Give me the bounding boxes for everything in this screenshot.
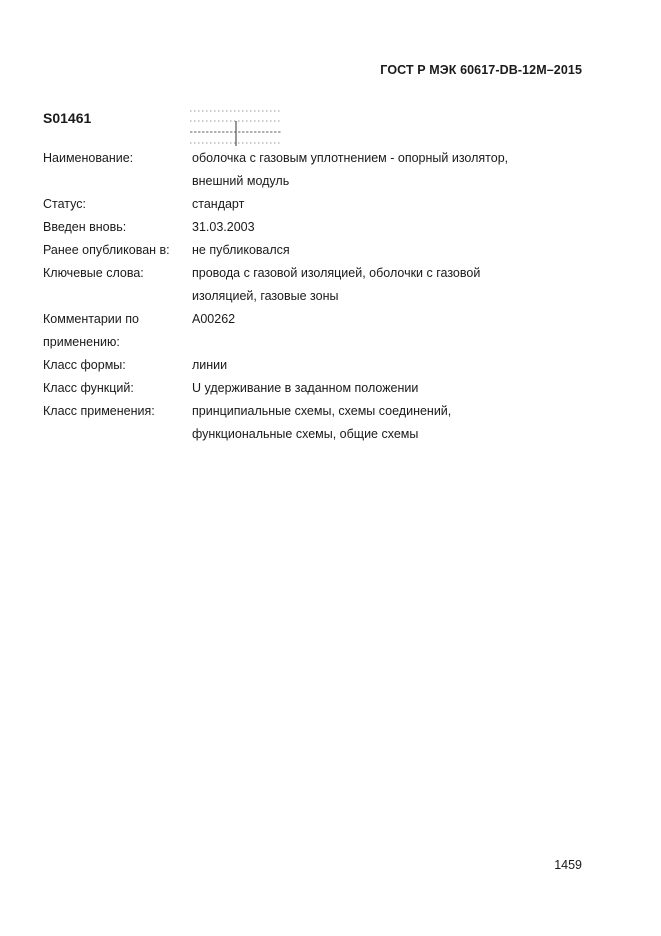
value-line: U удерживание в заданном положении <box>192 381 419 395</box>
field-row-shape-class <box>43 354 583 377</box>
field-value <box>192 308 583 354</box>
field-row-keywords <box>43 262 583 308</box>
label-line: Класс применения: <box>43 404 155 418</box>
value-line: внешний модуль <box>192 174 290 188</box>
value-line: не публиковался <box>192 243 290 257</box>
label-line: Наименование: <box>43 151 134 165</box>
label-line: Класс функций: <box>43 381 134 395</box>
value-line: линии <box>192 358 228 372</box>
field-row-introduced <box>43 216 583 239</box>
standard-header: ГОСТ Р МЭК 60617-DB-12М–2015 <box>380 63 582 77</box>
field-label <box>43 377 192 400</box>
field-row-application-class <box>43 400 583 446</box>
field-label <box>43 147 192 193</box>
value-line: A00262 <box>192 312 236 326</box>
attribute-list <box>43 147 583 446</box>
field-row-name <box>43 147 583 193</box>
label-line: Ранее опубликован в: <box>43 243 170 257</box>
value-line: изоляцией, газовые зоны <box>192 289 339 303</box>
field-value <box>192 377 583 400</box>
label-line: Введен вновь: <box>43 220 127 234</box>
page-number: 1459 <box>554 858 582 872</box>
field-value <box>192 262 583 308</box>
field-value <box>192 239 583 262</box>
field-value <box>192 400 583 446</box>
label-line: Статус: <box>43 197 86 211</box>
field-row-comments <box>43 308 583 354</box>
field-label <box>43 400 192 446</box>
value-line: принципиальные схемы, схемы соединений, <box>192 404 452 418</box>
symbol-code: S01461 <box>43 110 92 126</box>
gas-enclosure-insulator-symbol-icon <box>190 110 282 148</box>
label-line: Класс формы: <box>43 358 126 372</box>
field-label <box>43 308 192 354</box>
field-label <box>43 354 192 377</box>
value-line: 31.03.2003 <box>192 220 255 234</box>
value-line: провода с газовой изоляцией, оболочки с газовой <box>192 266 481 280</box>
value-line: стандарт <box>192 197 245 211</box>
field-value <box>192 354 583 377</box>
value-line: функциональные схемы, общие схемы <box>192 427 419 441</box>
label-line: Комментарии по <box>43 312 139 326</box>
field-label <box>43 262 192 308</box>
label-line: применению: <box>43 335 120 349</box>
field-row-status <box>43 193 583 216</box>
field-row-published <box>43 239 583 262</box>
field-label <box>43 216 192 239</box>
label-line: Ключевые слова: <box>43 266 144 280</box>
field-value <box>192 216 583 239</box>
field-label <box>43 193 192 216</box>
field-value <box>192 193 583 216</box>
field-label <box>43 239 192 262</box>
value-line: оболочка с газовым уплотнением - опорный изолятор, <box>192 151 509 165</box>
field-row-function-class <box>43 377 583 400</box>
field-value <box>192 147 583 193</box>
